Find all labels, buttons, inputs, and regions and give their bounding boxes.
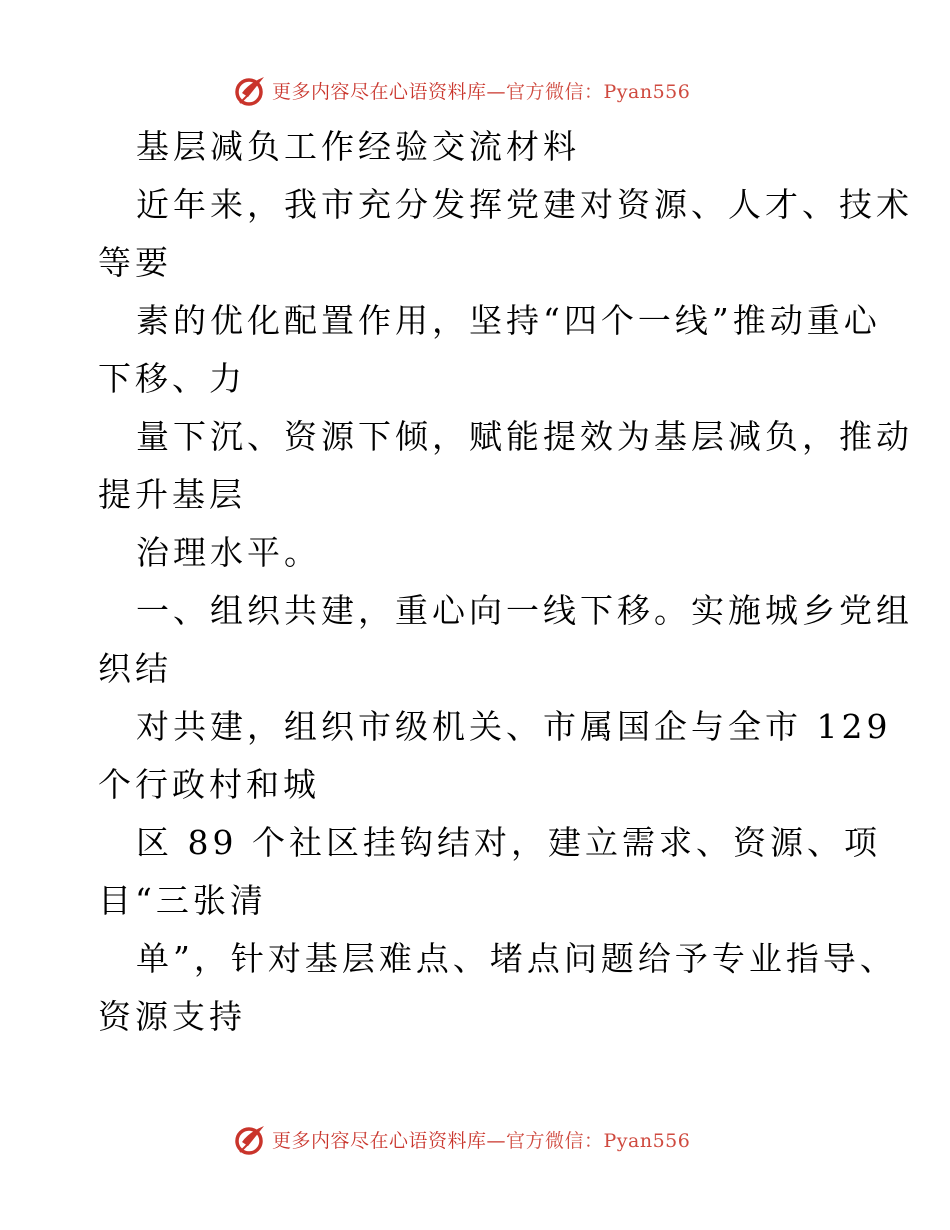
paragraph-line: 提升基层 [98, 475, 246, 514]
quill-logo-icon [234, 1122, 268, 1156]
paragraph-line: 一、组织共建，重心向一线下移。实施城乡党组 [136, 591, 913, 630]
paragraph-line: 单”，针对基层难点、堵点问题给予专业指导、 [136, 939, 897, 978]
paragraph-line: 近年来，我市充分发挥党建对资源、人才、技术 [136, 185, 913, 224]
paragraph-line: 量下沉、资源下倾，赋能提效为基层减负，推动 [136, 417, 913, 456]
banner-main-text: 更多内容尽在心语资料库— [272, 1129, 507, 1152]
banner-main-text: 更多内容尽在心语资料库— [272, 80, 507, 103]
paragraph-line: 目“三张清 [98, 881, 267, 920]
paragraph-line: 区 89 个社区挂钩结对，建立需求、资源、项 [136, 823, 881, 862]
paragraph-line: 等要 [98, 243, 172, 282]
footer-banner-inner [234, 1121, 690, 1157]
quill-logo-icon [234, 73, 268, 107]
document-title: 基层减负工作经验交流材料 [136, 127, 580, 166]
header-banner-inner [234, 72, 690, 108]
banner-text [272, 77, 690, 104]
banner-wechat-text: 官方微信：Pyan556 [506, 80, 691, 103]
paragraph-line: 个行政村和城 [98, 765, 320, 804]
paragraph-line: 治理水平。 [136, 533, 321, 572]
paragraph-line: 资源支持 [98, 997, 246, 1036]
paragraph-line: 对共建，组织市级机关、市属国企与全市 129 [136, 707, 892, 746]
paragraph-line: 素的优化配置作用，坚持“四个一线”推动重心 [136, 301, 881, 340]
document-body [98, 118, 913, 1046]
banner-wechat-text: 官方微信：Pyan556 [506, 1129, 691, 1152]
paragraph-line: 下移、力 [98, 359, 246, 398]
header-banner [0, 72, 950, 108]
paragraph-line: 织结 [98, 649, 172, 688]
banner-text [272, 1126, 690, 1153]
footer-banner [0, 1121, 950, 1157]
